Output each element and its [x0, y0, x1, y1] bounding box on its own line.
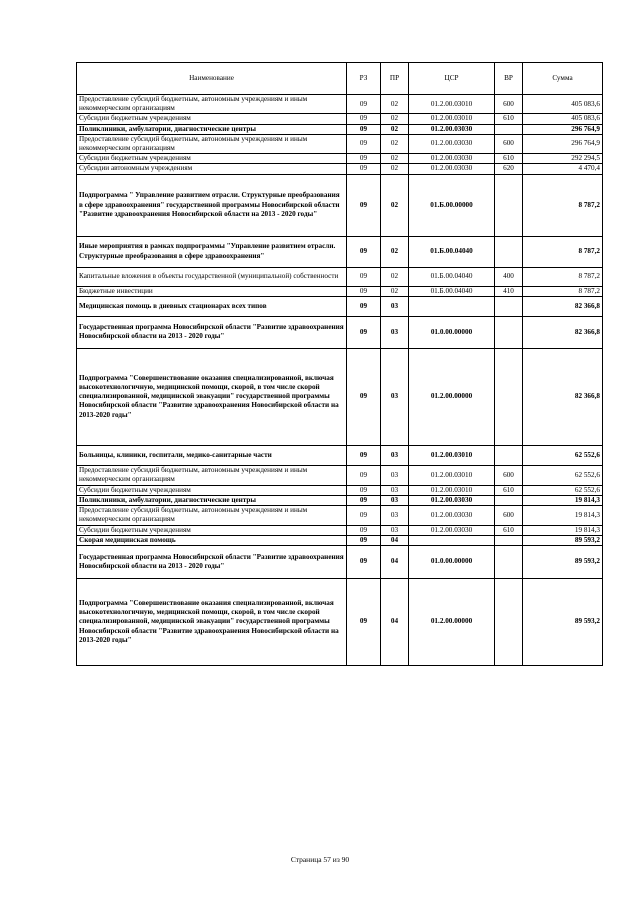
cell-sum: 296 764,9 [523, 124, 603, 134]
cell-vr [495, 496, 523, 506]
header-name: Наименование [77, 63, 347, 95]
header-vr: ВР [495, 63, 523, 95]
cell-rz: 09 [347, 124, 381, 134]
cell-rz: 09 [347, 535, 381, 545]
cell-pr: 02 [381, 124, 409, 134]
cell-rz: 09 [347, 316, 381, 348]
cell-rz: 09 [347, 286, 381, 296]
cell-vr: 400 [495, 267, 523, 286]
cell-csr: 01.Б.00.04040 [409, 236, 495, 267]
cell-vr: 600 [495, 95, 523, 114]
table-row [77, 496, 603, 506]
cell-vr [495, 316, 523, 348]
cell-name: Скорая медицинская помощь [77, 535, 347, 545]
cell-rz: 09 [347, 134, 381, 153]
cell-sum: 8 787,2 [523, 236, 603, 267]
header-csr: ЦСР [409, 63, 495, 95]
cell-pr: 03 [381, 296, 409, 316]
cell-rz: 09 [347, 154, 381, 164]
cell-vr [495, 348, 523, 445]
cell-pr: 02 [381, 286, 409, 296]
table-row [77, 506, 603, 525]
cell-name: Больницы, клиники, госпитали, медико-санитарные части [77, 445, 347, 465]
table-body [77, 95, 603, 666]
cell-rz: 09 [347, 164, 381, 174]
table-row [77, 267, 603, 286]
cell-rz: 09 [347, 267, 381, 286]
cell-name: Субсидии бюджетным учреждениям [77, 114, 347, 124]
cell-vr: 610 [495, 114, 523, 124]
cell-pr: 02 [381, 154, 409, 164]
cell-csr: 01.2.00.03030 [409, 496, 495, 506]
cell-rz: 09 [347, 174, 381, 236]
cell-csr: 01.2.00.03010 [409, 445, 495, 465]
cell-name: Подпрограмма "Совершенствование оказания специализированной, включая высокотехнологичную, медицинской помощи, скорой, в том числе скорой специализированной, медицинской эвакуации" государственной программы Новосибирской области "Развитие здравоохранения Новосибирской области на 2013-2020 годы" [77, 348, 347, 445]
cell-name: Субсидии бюджетным учреждениям [77, 485, 347, 495]
cell-pr: 03 [381, 506, 409, 525]
header-rz: РЗ [347, 63, 381, 95]
table-row [77, 114, 603, 124]
cell-csr: 01.2.00.00000 [409, 348, 495, 445]
cell-name: Поликлиники, амбулатории, диагностические центры [77, 496, 347, 506]
cell-vr [495, 546, 523, 579]
cell-pr: 03 [381, 496, 409, 506]
cell-sum: 4 470,4 [523, 164, 603, 174]
cell-csr: 01.2.00.03010 [409, 485, 495, 495]
cell-sum: 82 366,8 [523, 348, 603, 445]
cell-sum: 292 294,5 [523, 154, 603, 164]
cell-vr: 600 [495, 134, 523, 153]
cell-sum: 62 552,6 [523, 445, 603, 465]
cell-pr: 02 [381, 236, 409, 267]
cell-csr: 01.0.00.00000 [409, 546, 495, 579]
table-row [77, 316, 603, 348]
cell-csr: 01.2.00.03030 [409, 134, 495, 153]
page-number: Страница 57 из 90 [290, 855, 350, 864]
cell-name: Бюджетные инвестиции [77, 286, 347, 296]
cell-name: Предоставление субсидий бюджетным, автономным учреждениям и иным некоммерческим организациям [77, 506, 347, 525]
cell-sum: 8 787,2 [523, 267, 603, 286]
cell-pr: 02 [381, 134, 409, 153]
table-row [77, 546, 603, 579]
cell-vr: 610 [495, 154, 523, 164]
cell-pr: 03 [381, 485, 409, 495]
cell-pr: 02 [381, 95, 409, 114]
cell-name: Государственная программа Новосибирской области "Развитие здравоохранения Новосибирской области на 2013 - 2020 годы" [77, 316, 347, 348]
cell-rz: 09 [347, 236, 381, 267]
cell-sum: 89 593,2 [523, 579, 603, 666]
cell-sum: 405 083,6 [523, 114, 603, 124]
cell-csr: 01.2.00.03030 [409, 124, 495, 134]
cell-csr: 01.2.00.03010 [409, 465, 495, 485]
cell-pr: 04 [381, 546, 409, 579]
cell-sum: 62 552,6 [523, 485, 603, 495]
cell-sum: 19 814,3 [523, 506, 603, 525]
cell-name: Иные мероприятия в рамках подпрограммы "Управление развитием отрасли. Структурные преобразования в сфере здравоохранения" [77, 236, 347, 267]
cell-sum: 89 593,2 [523, 546, 603, 579]
cell-vr: 600 [495, 506, 523, 525]
cell-vr: 610 [495, 525, 523, 535]
cell-vr: 410 [495, 286, 523, 296]
cell-vr [495, 445, 523, 465]
cell-vr [495, 579, 523, 666]
table-row [77, 154, 603, 164]
cell-rz: 09 [347, 525, 381, 535]
table-row [77, 485, 603, 495]
cell-name: Предоставление субсидий бюджетным, автономным учреждениям и иным некоммерческим организациям [77, 95, 347, 114]
cell-vr: 600 [495, 465, 523, 485]
cell-rz: 09 [347, 348, 381, 445]
cell-sum: 296 764,9 [523, 134, 603, 153]
cell-vr: 620 [495, 164, 523, 174]
cell-sum: 82 366,8 [523, 316, 603, 348]
cell-sum: 405 083,6 [523, 95, 603, 114]
table-row [77, 296, 603, 316]
cell-name: Предоставление субсидий бюджетным, автономным учреждениям и иным некоммерческим организациям [77, 134, 347, 153]
table-row [77, 445, 603, 465]
cell-csr [409, 535, 495, 545]
table-row [77, 164, 603, 174]
cell-pr: 02 [381, 114, 409, 124]
cell-name: Медицинская помощь в дневных стационарах всех типов [77, 296, 347, 316]
cell-vr [495, 174, 523, 236]
cell-csr: 01.0.00.00000 [409, 316, 495, 348]
table-row [77, 95, 603, 114]
table-row [77, 348, 603, 445]
table-row [77, 286, 603, 296]
cell-name: Субсидии бюджетным учреждениям [77, 525, 347, 535]
table-row [77, 525, 603, 535]
cell-vr [495, 236, 523, 267]
cell-csr: 01.Б.00.00000 [409, 174, 495, 236]
cell-pr: 03 [381, 465, 409, 485]
cell-rz: 09 [347, 296, 381, 316]
cell-rz: 09 [347, 546, 381, 579]
cell-sum: 8 787,2 [523, 286, 603, 296]
budget-table [76, 62, 603, 666]
cell-rz: 09 [347, 485, 381, 495]
cell-csr: 01.Б.00.04040 [409, 286, 495, 296]
cell-rz: 09 [347, 496, 381, 506]
cell-name: Поликлиники, амбулатории, диагностические центры [77, 124, 347, 134]
header-sum: Сумма [523, 63, 603, 95]
table-row [77, 134, 603, 153]
cell-pr: 03 [381, 348, 409, 445]
cell-csr: 01.2.00.03030 [409, 154, 495, 164]
cell-rz: 09 [347, 506, 381, 525]
cell-rz: 09 [347, 465, 381, 485]
cell-csr: 01.2.00.03030 [409, 506, 495, 525]
cell-pr: 03 [381, 316, 409, 348]
cell-sum: 82 366,8 [523, 296, 603, 316]
cell-csr: 01.2.00.03010 [409, 95, 495, 114]
cell-sum: 8 787,2 [523, 174, 603, 236]
cell-csr: 01.2.00.03030 [409, 164, 495, 174]
cell-rz: 09 [347, 95, 381, 114]
cell-csr: 01.Б.00.04040 [409, 267, 495, 286]
cell-csr [409, 296, 495, 316]
cell-pr: 03 [381, 525, 409, 535]
cell-name: Субсидии автономным учреждениям [77, 164, 347, 174]
cell-pr: 03 [381, 445, 409, 465]
cell-name: Капитальные вложения в объекты государственной (муниципальной) собственности [77, 267, 347, 286]
cell-rz: 09 [347, 445, 381, 465]
table-row [77, 465, 603, 485]
cell-name: Подпрограмма "Совершенствование оказания специализированной, включая высокотехнологичную, медицинской помощи, скорой, в том числе скорой специализированной, медицинской эвакуации" государственной программы Новосибирской области "Развитие здравоохранения Новосибирской области на 2013-2020 годы" [77, 579, 347, 666]
cell-name: Государственная программа Новосибирской области "Развитие здравоохранения Новосибирской области на 2013 - 2020 годы" [77, 546, 347, 579]
cell-vr [495, 124, 523, 134]
cell-rz: 09 [347, 579, 381, 666]
table-row [77, 535, 603, 545]
table-row [77, 174, 603, 236]
cell-vr [495, 535, 523, 545]
table-row [77, 579, 603, 666]
cell-sum: 19 814,3 [523, 525, 603, 535]
cell-pr: 02 [381, 164, 409, 174]
cell-pr: 02 [381, 267, 409, 286]
cell-name: Предоставление субсидий бюджетным, автономным учреждениям и иным некоммерческим организациям [77, 465, 347, 485]
cell-name: Субсидии бюджетным учреждениям [77, 154, 347, 164]
cell-vr: 610 [495, 485, 523, 495]
table-row [77, 124, 603, 134]
table-row [77, 236, 603, 267]
cell-csr: 01.2.00.03030 [409, 525, 495, 535]
cell-name: Подпрограмма " Управление развитием отрасли. Структурные преобразования в сфере здравоохранения" государственной программы Новосибирской области "Развитие здравоохранения Новосибирской области на 2013 - 2020 годы" [77, 174, 347, 236]
cell-rz: 09 [347, 114, 381, 124]
cell-vr [495, 296, 523, 316]
cell-csr: 01.2.00.03010 [409, 114, 495, 124]
cell-sum: 62 552,6 [523, 465, 603, 485]
cell-pr: 04 [381, 579, 409, 666]
cell-csr: 01.2.00.00000 [409, 579, 495, 666]
header-pr: ПР [381, 63, 409, 95]
cell-pr: 04 [381, 535, 409, 545]
cell-sum: 89 593,2 [523, 535, 603, 545]
cell-sum: 19 814,3 [523, 496, 603, 506]
table-header-row [77, 63, 603, 95]
cell-pr: 02 [381, 174, 409, 236]
